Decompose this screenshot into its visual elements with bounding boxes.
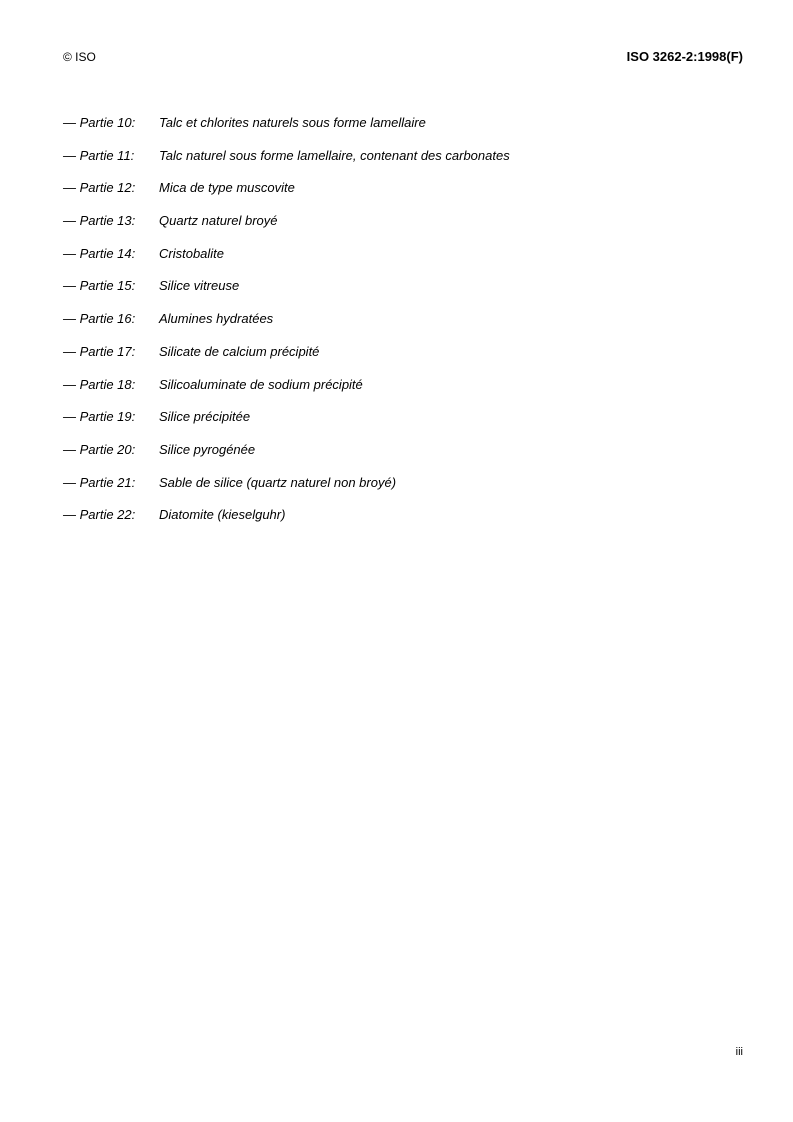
part-title: Talc et chlorites naturels sous forme lamellaire bbox=[159, 115, 426, 130]
list-item bbox=[63, 213, 510, 246]
part-label: — Partie 13: bbox=[63, 213, 136, 229]
part-title: Silice vitreuse bbox=[159, 278, 240, 294]
part-title: Talc naturel sous forme lamellaire, contenant des carbonates bbox=[159, 147, 510, 163]
part-label: — Partie 10: bbox=[63, 115, 136, 130]
part-title: Quartz naturel broyé bbox=[159, 213, 278, 229]
part-label: — Partie 17: bbox=[63, 343, 136, 359]
part-label: — Partie 22: bbox=[63, 507, 136, 523]
part-title: Mica de type muscovite bbox=[159, 180, 295, 196]
part-title: Alumines hydratées bbox=[159, 311, 274, 327]
part-label: — Partie 19: bbox=[63, 409, 136, 425]
list-item bbox=[63, 115, 510, 148]
list-item bbox=[63, 409, 510, 442]
list-item bbox=[63, 246, 510, 279]
part-title: Silicoaluminate de sodium précipité bbox=[159, 376, 363, 392]
list-item bbox=[63, 148, 510, 181]
list-item bbox=[63, 475, 510, 508]
part-label: — Partie 14: bbox=[63, 245, 136, 261]
list-item bbox=[63, 442, 510, 475]
part-label: — Partie 18: bbox=[63, 376, 136, 392]
list-item bbox=[63, 507, 510, 540]
parts-list bbox=[63, 115, 510, 540]
part-label: — Partie 16: bbox=[63, 311, 136, 327]
part-title: Sable de silice (quartz naturel non broyé) bbox=[159, 474, 397, 490]
page-number: iii bbox=[735, 1046, 743, 1058]
document-id-header: ISO 3262-2:1998(F) bbox=[626, 49, 743, 64]
part-label: — Partie 15: bbox=[63, 278, 136, 294]
list-item bbox=[63, 344, 510, 377]
list-item bbox=[63, 311, 510, 344]
part-label: — Partie 11: bbox=[63, 147, 135, 163]
part-title: Silice pyrogénée bbox=[159, 441, 256, 457]
part-title: Silice précipitée bbox=[159, 409, 251, 425]
copyright-header: © ISO bbox=[63, 50, 96, 64]
part-label: — Partie 12: bbox=[63, 180, 136, 196]
list-item bbox=[63, 278, 510, 311]
part-label: — Partie 20: bbox=[63, 441, 136, 457]
part-title: Cristobalite bbox=[159, 245, 225, 261]
part-title: Silicate de calcium précipité bbox=[159, 343, 320, 359]
list-item bbox=[63, 377, 510, 410]
list-item bbox=[63, 180, 510, 213]
part-title: Diatomite (kieselguhr) bbox=[159, 507, 286, 523]
part-label: — Partie 21: bbox=[63, 474, 136, 490]
